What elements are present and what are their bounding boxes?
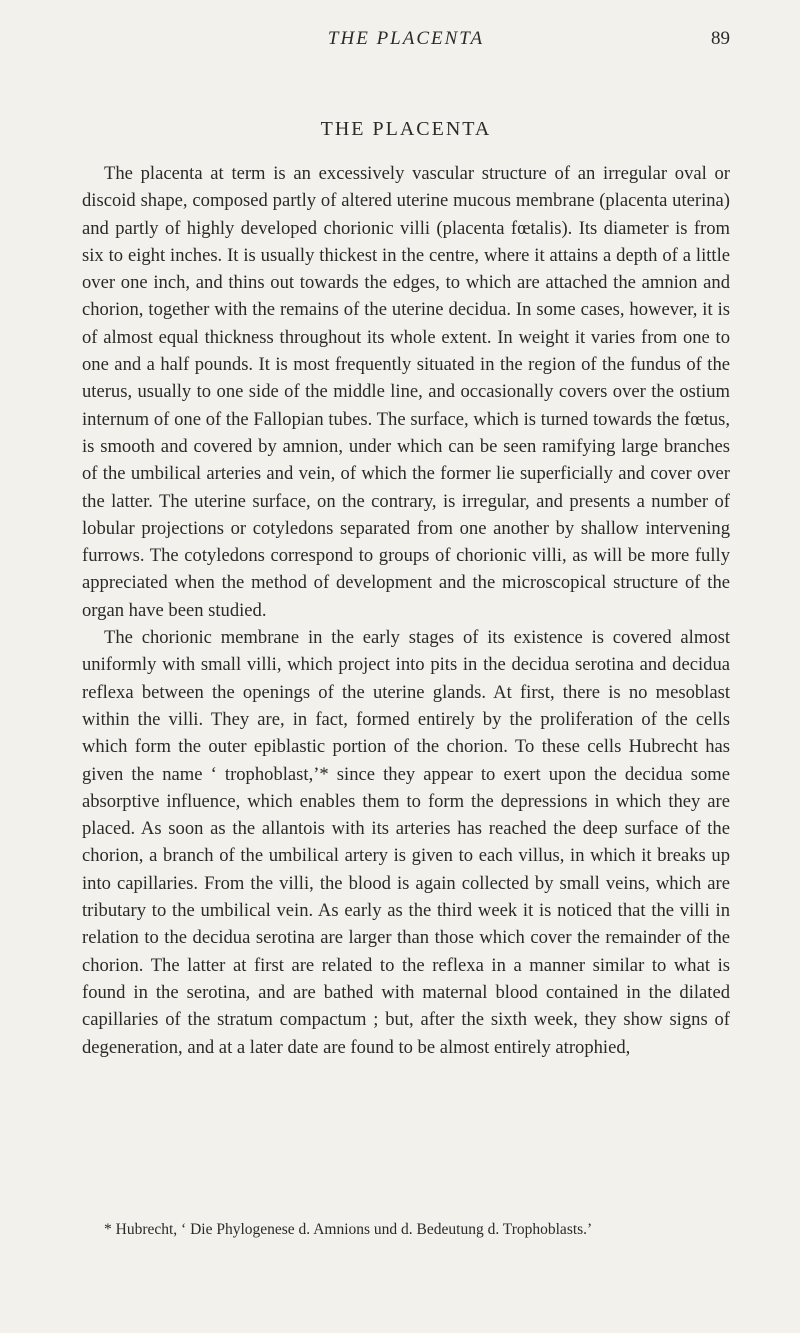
paragraph: The placenta at term is an excessively vascular structure of an irregular oval or discoid shape, composed partly of altered uterine mucous membrane (placenta uterina) and partly of highly developed chorionic villi (placenta fœtalis). Its diameter is from six to eight inches. It is usually thickest in the centre, where it attains a depth of a little over one inch, and thins out towards the edges, to which are attached the amnion and chorion, together with the remains of the uterine decidua. In some cases, however, it is of almost equal thickness throughout its whole extent. In weight it varies from one to one and a half pounds. It is most frequently situated in the region of the fundus of the uterus, usually to one side of the middle line, and occasionally covers over the ostium internum of one of the Fallopian tubes. The surface, which is turned towards the fœtus, is smooth and covered by amnion, under which can be seen ramifying large branches of the umbilical arteries and vein, of which the former lie superficially and cover over the latter. The uterine surface, on the contrary, is irregular, and presents a number of lobular projections or cotyledons separated from one another by shallow intervening furrows. The cotyledons correspond to groups of chorionic villi, as will be more fully appreciated when the method of development and the microscopical structure of the organ have been studied. bbox=[82, 163, 730, 621]
running-title: THE PLACENTA bbox=[327, 28, 485, 49]
body-text bbox=[82, 160, 730, 1061]
page-number: 89 bbox=[711, 28, 730, 49]
footnote: * Hubrecht, ‘ Die Phylogenese d. Amnions und d. Bedeutung d. Trophoblasts.’ bbox=[104, 1221, 593, 1238]
chapter-title: THE PLACENTA bbox=[320, 118, 492, 140]
paragraph: The chorionic membrane in the early stages of its existence is covered almost uniformly with small villi, which project into pits in the decidua serotina and decidua reflexa between the openings of the uterine glands. At first, there is no mesoblast within the villi. They are, in fact, formed entirely by the proliferation of the cells which form the outer epiblastic portion of the chorion. To these cells Hubrecht has given the name ‘ trophoblast,’* since they appear to exert upon the decidua some absorptive influence, which enables them to form the depressions in which they are placed. As soon as the allantois with its arteries has reached the deep surface of the chorion, a branch of the umbilical artery is given to each villus, in which it breaks up into capillaries. From the villi, the blood is again collected by small veins, which are tributary to the umbilical vein. As early as the third week it is noticed that the villi in relation to the decidua serotina are larger than those which cover the remainder of the chorion. The latter at first are related to the reflexa in a manner similar to what is found in the serotina, and are bathed with maternal blood contained in the dilated capillaries of the stratum compactum ; but, after the sixth week, they show signs of degeneration, and at a later date are found to be almost entirely atrophied, bbox=[82, 627, 730, 1058]
running-head bbox=[82, 28, 730, 54]
